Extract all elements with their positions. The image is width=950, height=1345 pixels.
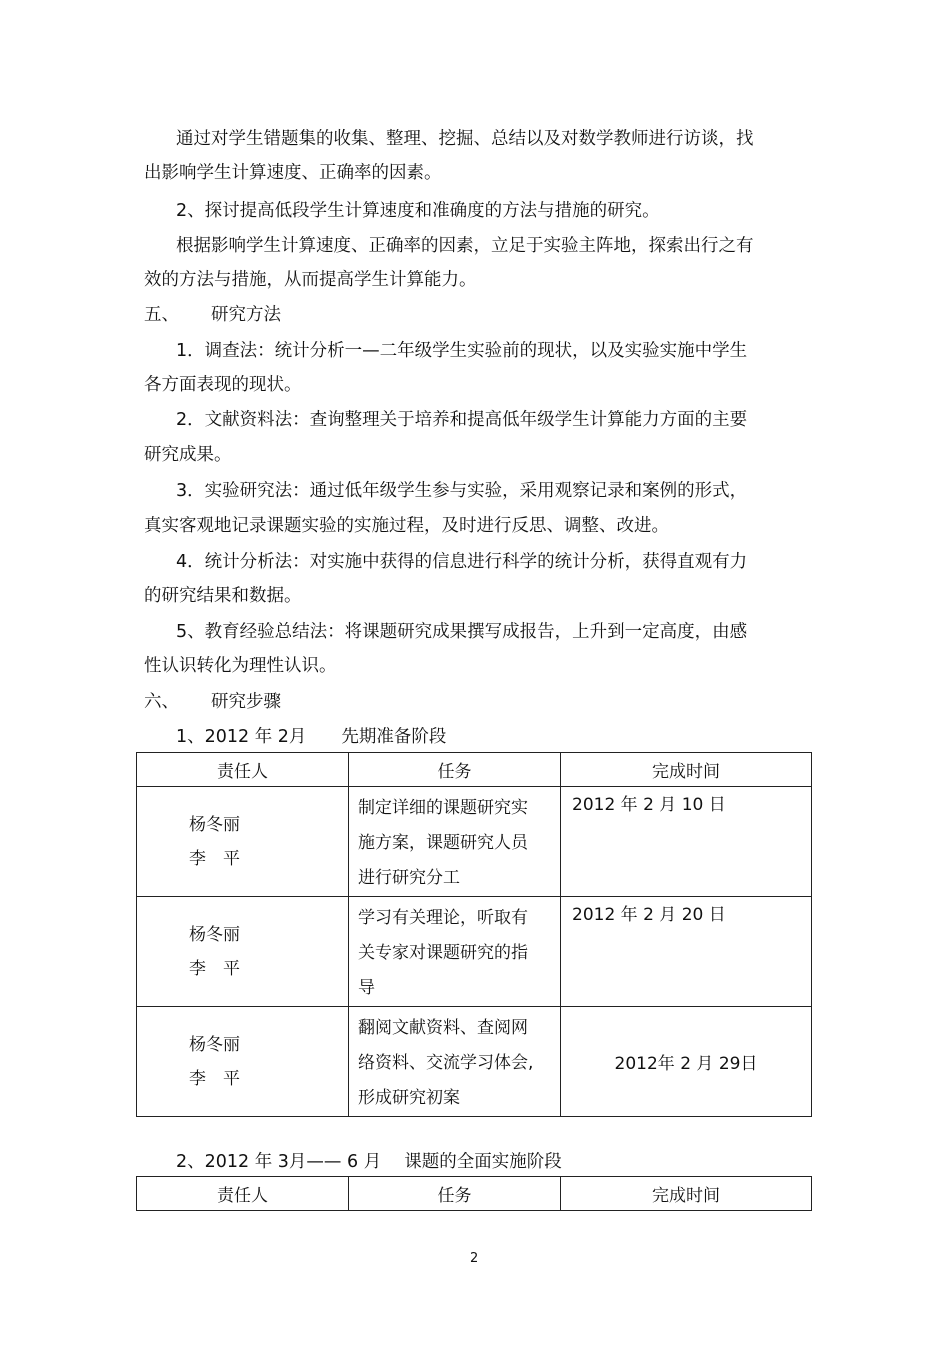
- paragraph-3-line-1: 根据影响学生计算速度、正确率的因素，立足于实验主阵地，探索出行之有: [176, 236, 754, 256]
- method-5-line-2: 性认识转化为理性认识。: [144, 656, 337, 676]
- section-6-title: 研究步骤: [211, 692, 281, 712]
- task-line: 进行研究分工: [358, 868, 460, 888]
- date-cell: 2012年 2 月 29日: [561, 1007, 812, 1117]
- paragraph-1-line-1: 通过对学生错题集的收集、整理、挖掘、总结以及对数学教师进行访谈，找: [176, 129, 754, 149]
- task-line: 关专家对课题研究的指: [358, 943, 528, 963]
- task-line: 学习有关理论，听取有: [358, 908, 528, 928]
- task-line: 导: [358, 978, 375, 998]
- header-task: 任务: [349, 753, 561, 787]
- task-line: 络资料、交流学习体会,: [358, 1053, 534, 1073]
- method-3-line-2: 真实客观地记录课题实验的实施过程，及时进行反思、调整、改进。: [144, 516, 669, 536]
- task-cell: [349, 1007, 561, 1117]
- person-cell: [137, 1007, 349, 1117]
- table-row: [137, 897, 812, 1007]
- header-time: 完成时间: [561, 1177, 812, 1211]
- stage-2-heading: 2、2012 年 3月—— 6 月 课题的全面实施阶段: [176, 1152, 562, 1172]
- table-header-row: [137, 753, 812, 787]
- header-person: 责任人: [137, 753, 349, 787]
- task-line: 形成研究初案: [358, 1088, 460, 1108]
- task-line: 施方案，课题研究人员: [358, 833, 528, 853]
- method-2-line-2: 研究成果。: [144, 445, 232, 465]
- date-cell: 2012 年 2 月 20 日: [561, 897, 812, 1007]
- task-line: 制定详细的课题研究实: [358, 798, 528, 818]
- stage-1-heading: 1、2012 年 2月 先期准备阶段: [176, 727, 447, 747]
- header-task: 任务: [349, 1177, 561, 1211]
- person-cell: [137, 897, 349, 1007]
- person-name: 李 平: [189, 958, 240, 979]
- person-name: 杨冬丽: [189, 924, 240, 945]
- header-person: 责任人: [137, 1177, 349, 1211]
- header-time: 完成时间: [561, 753, 812, 787]
- method-2-line-1: 2．文献资料法：查询整理关于培养和提高低年级学生计算能力方面的主要: [176, 410, 748, 430]
- method-4-line-1: 4．统计分析法：对实施中获得的信息进行科学的统计分析，获得直观有力: [176, 552, 748, 572]
- person-name: 杨冬丽: [189, 814, 240, 835]
- method-1-line-2: 各方面表现的现状。: [144, 375, 302, 395]
- page-number: 2: [470, 1251, 479, 1266]
- person-name: 李 平: [189, 848, 240, 869]
- method-1-line-1: 1．调查法：统计分析一—二年级学生实验前的现状，以及实验实施中学生: [176, 341, 748, 361]
- method-3-line-1: 3．实验研究法：通过低年级学生参与实验，采用观察记录和案例的形式，: [176, 481, 748, 501]
- task-cell: [349, 897, 561, 1007]
- date-cell: 2012 年 2 月 10 日: [561, 787, 812, 897]
- task-line: 翻阅文献资料、查阅网: [358, 1018, 528, 1038]
- paragraph-1-line-2: 出影响学生计算速度、正确率的因素。: [144, 163, 442, 183]
- table-header-row: [137, 1177, 812, 1211]
- person-name: 杨冬丽: [189, 1034, 240, 1055]
- stage-2-table: [136, 1176, 812, 1211]
- method-5-line-1: 5、教育经验总结法：将课题研究成果撰写成报告，上升到一定高度，由感: [176, 622, 748, 642]
- table-row: [137, 1007, 812, 1117]
- person-cell: [137, 787, 349, 897]
- method-4-line-2: 的研究结果和数据。: [144, 586, 302, 606]
- person-name: 李 平: [189, 1068, 240, 1089]
- section-6-number: 六、: [144, 692, 179, 712]
- table-row: [137, 787, 812, 897]
- paragraph-2: 2、探讨提高低段学生计算速度和准确度的方法与措施的研究。: [176, 201, 660, 221]
- section-5-title: 研究方法: [211, 305, 281, 325]
- section-5-number: 五、: [144, 305, 179, 325]
- stage-1-table: [136, 752, 812, 1117]
- task-cell: [349, 787, 561, 897]
- paragraph-3-line-2: 效的方法与措施，从而提高学生计算能力。: [144, 270, 477, 290]
